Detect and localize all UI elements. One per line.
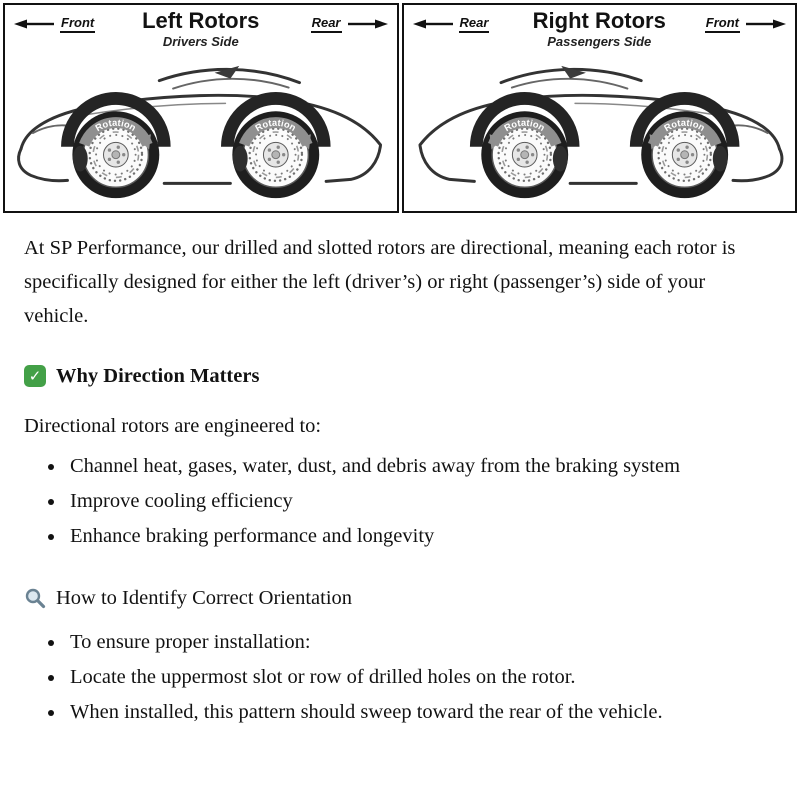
right-panel-subtitle: Passengers Side [547,34,652,49]
list-item: • To ensure proper installation: [66,625,772,659]
list-item: • Enhance braking performance and longevity [66,519,772,553]
left-panel-subtitle: Drivers Side [162,34,239,49]
car-illustration-right [404,54,796,210]
right-panel-header [404,8,796,54]
car-illustration-left [5,54,397,210]
rotor-direction-diagram [0,0,800,213]
left-rotors-panel [3,3,399,213]
section-heading-identify-orientation [24,581,772,615]
arrow-right-icon [744,18,786,30]
rear-label: Rear [311,15,342,33]
rotation-label: Rotation [502,117,547,134]
section1-heading-text: Why Direction Matters [56,365,260,388]
front-caliper [712,146,727,172]
article-body [0,213,800,729]
left-panel-title: Left Rotors [142,8,260,33]
rear-direction-label [311,15,388,33]
list-item: • Improve cooling efficiency [66,484,772,518]
check-icon: ✓ [24,365,46,387]
rear-label: Rear [459,15,490,33]
section2-heading-text: How to Identify Correct Orientation [56,587,353,610]
list-item: • When installed, this pattern should sweep toward the rear of the vehicle. [66,695,772,729]
list-item: • Locate the uppermost slot or row of drilled holes on the rotor. [66,660,772,694]
rotation-label: Rotation [93,117,139,134]
section2-bullet-list [24,625,772,729]
front-direction-label [705,15,786,33]
front-label: Front [60,15,95,33]
right-panel-title: Right Rotors [532,8,666,33]
rear-caliper [552,146,567,172]
front-label: Front [705,15,740,33]
rotation-label: Rotation [661,117,707,134]
section1-lead: Directional rotors are engineered to: [24,415,322,438]
rear-caliper [233,146,248,172]
magnifier-icon [24,587,46,609]
arrow-left-icon [413,18,455,30]
list-item: • Channel heat, gases, water, dust, and debris away from the braking system [66,449,772,483]
section-heading-why-direction-matters [24,359,772,393]
section1-bullet-list [24,449,772,553]
left-panel-header [5,8,397,54]
rotation-label: Rotation [253,117,299,134]
arrow-left-icon [14,18,56,30]
rear-direction-label [413,15,490,33]
front-caliper [73,146,88,172]
right-rotors-panel [402,3,798,213]
arrow-right-icon [346,18,388,30]
front-direction-label [14,15,95,33]
intro-paragraph: At SP Performance, our drilled and slotted rotors are directional, meaning each rotor is specifically designed for either the left (driver’s) or right (passenger’s) side of your vehicle. [24,237,736,328]
